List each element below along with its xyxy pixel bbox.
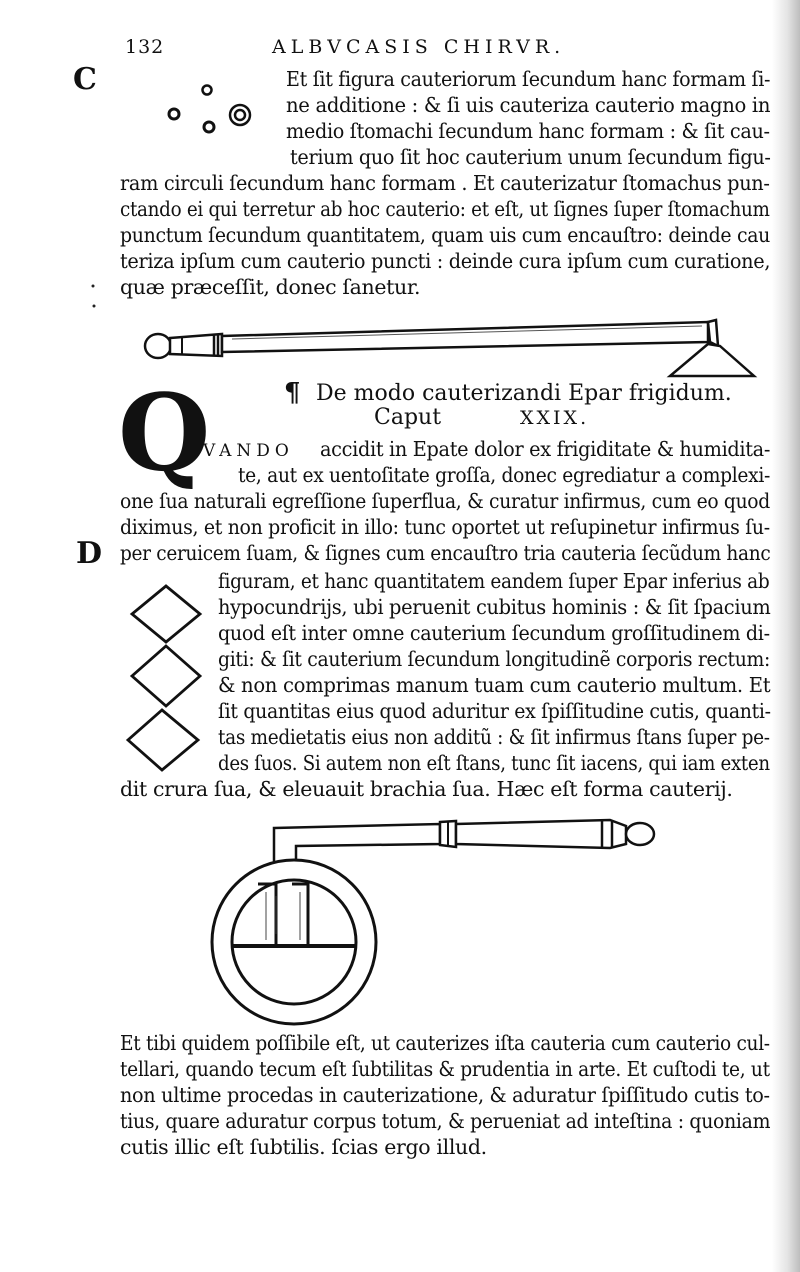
text-line: Et tibi quidem poſſibile eſt, ut cauterizes iſta cauteria cum cauterio cul- bbox=[120, 1031, 770, 1055]
text-line: teriza ipſum cum cauterio puncti : deinde cura ipſum cum curatione, bbox=[120, 249, 771, 273]
text-line: tas medietatis eius non additũ : & ſit infirmus ſtans ſuper pe- bbox=[218, 725, 770, 749]
text-line: figuram, et hanc quantitatem eandem ſuper Epar inferius ab bbox=[218, 569, 770, 593]
text-line: diximus, et non proficit in illo: tunc oportet ut reſupinetur infirmus ſu- bbox=[120, 515, 770, 539]
text-line: tellari, quando tecum eſt ſubtilitas & prudentia in arte. Et cuſtodi te, ut bbox=[120, 1057, 770, 1081]
text-line: hypocundrijs, ubi peruenit cubitus hominis : & ſit ſpacium bbox=[218, 595, 771, 619]
small-cautery-figures bbox=[150, 80, 270, 140]
circular-cautery-illustration bbox=[200, 812, 680, 1042]
chapter-caput: Caput bbox=[374, 405, 442, 430]
text-line: per ceruicem ſuam, & ſignes cum encauſtro tria cauteria ſecũdum hanc bbox=[120, 541, 771, 565]
text-line: quod eſt inter omne cauterium ſecundum groſſitudinem di- bbox=[218, 621, 770, 645]
text-line: ctando ei qui terretur ab hoc cauterio: et eſt, ut ſignes ſuper ſtomachum bbox=[120, 197, 770, 221]
margin-letter-d: D bbox=[76, 536, 103, 571]
margin-letter-c: C bbox=[73, 62, 97, 97]
ring-figure bbox=[230, 105, 250, 125]
margin-marks bbox=[88, 282, 100, 312]
ring-figure bbox=[204, 122, 214, 132]
diamond-cautery-figures bbox=[124, 580, 214, 780]
text-line: medio ſtomachi ſecundum hanc formam : & ſit cau- bbox=[286, 119, 770, 143]
text-line: ſit quantitas eius quod aduritur ex ſpiſſitudine cutis, quanti- bbox=[218, 699, 771, 723]
text-line: & non comprimas manum tuam cum cauterio multum. Et bbox=[218, 673, 771, 697]
drop-cap: Q bbox=[118, 370, 211, 495]
text-line: quæ præceſſit, donec ſanetur. bbox=[120, 275, 421, 299]
text-line: one ſua naturali egreſſione ſuperflua, & curatur infirmus, cum eo quod bbox=[120, 489, 770, 513]
cautery-instrument-illustration bbox=[142, 310, 772, 385]
text-line: ram circuli ſecundum hanc formam . Et cauterizatur ſtomachus pun- bbox=[120, 171, 770, 195]
running-title: ALBVCASIS CHIRVR. bbox=[272, 36, 566, 58]
text-line: non ultime procedas in cauterizatione, & aduratur ſpiſſitudo cutis to- bbox=[120, 1083, 770, 1107]
text-line: punctum ſecundum quantitatem, quam uis cum encauſtro: deinde cau bbox=[120, 223, 771, 247]
text-line: ne additione : & ſi uis cauteriza cauterio magno in bbox=[286, 93, 771, 117]
text-line: dit crura ſua, & eleuauit brachia ſua. Hæc eſt forma cauterij. bbox=[120, 777, 733, 801]
text-line: des ſuos. Si autem non eſt ſtans, tunc ſit iacens, qui iam exten bbox=[218, 751, 770, 775]
text-line: Et ſit figura cauteriorum ſecundum hanc formam ſi- bbox=[286, 67, 771, 91]
chapter-pilcrow: ¶ bbox=[284, 378, 301, 408]
ring-figure bbox=[203, 86, 212, 95]
text-line: terium quo ſit hoc cauterium unum ſecundum figu- bbox=[290, 145, 771, 169]
text-line: te, aut ex uentoſitate groſſa, donec egrediatur a complexi- bbox=[238, 463, 770, 487]
text-line: accidit in Epate dolor ex frigiditate & humidita- bbox=[320, 437, 771, 461]
first-word: VANDO bbox=[203, 441, 294, 461]
text-line: tius, quare aduratur corpus totum, & perueniat ad inteſtina : quoniam bbox=[120, 1109, 771, 1133]
chapter-number: XXIX. bbox=[520, 407, 590, 429]
ring-figure bbox=[169, 109, 179, 119]
text-line: giti: & ſit cauterium ſecundum longitudinẽ corporis rectum: bbox=[218, 647, 771, 671]
page-edge-shadow bbox=[772, 0, 800, 1272]
ring-figure bbox=[235, 110, 245, 120]
chapter-title: De modo cauterizandi Epar frigidum. bbox=[316, 381, 732, 406]
page-number: 132 bbox=[125, 36, 165, 58]
text-line: cutis illic eſt ſubtilis. ſcias ergo illud. bbox=[120, 1135, 487, 1159]
